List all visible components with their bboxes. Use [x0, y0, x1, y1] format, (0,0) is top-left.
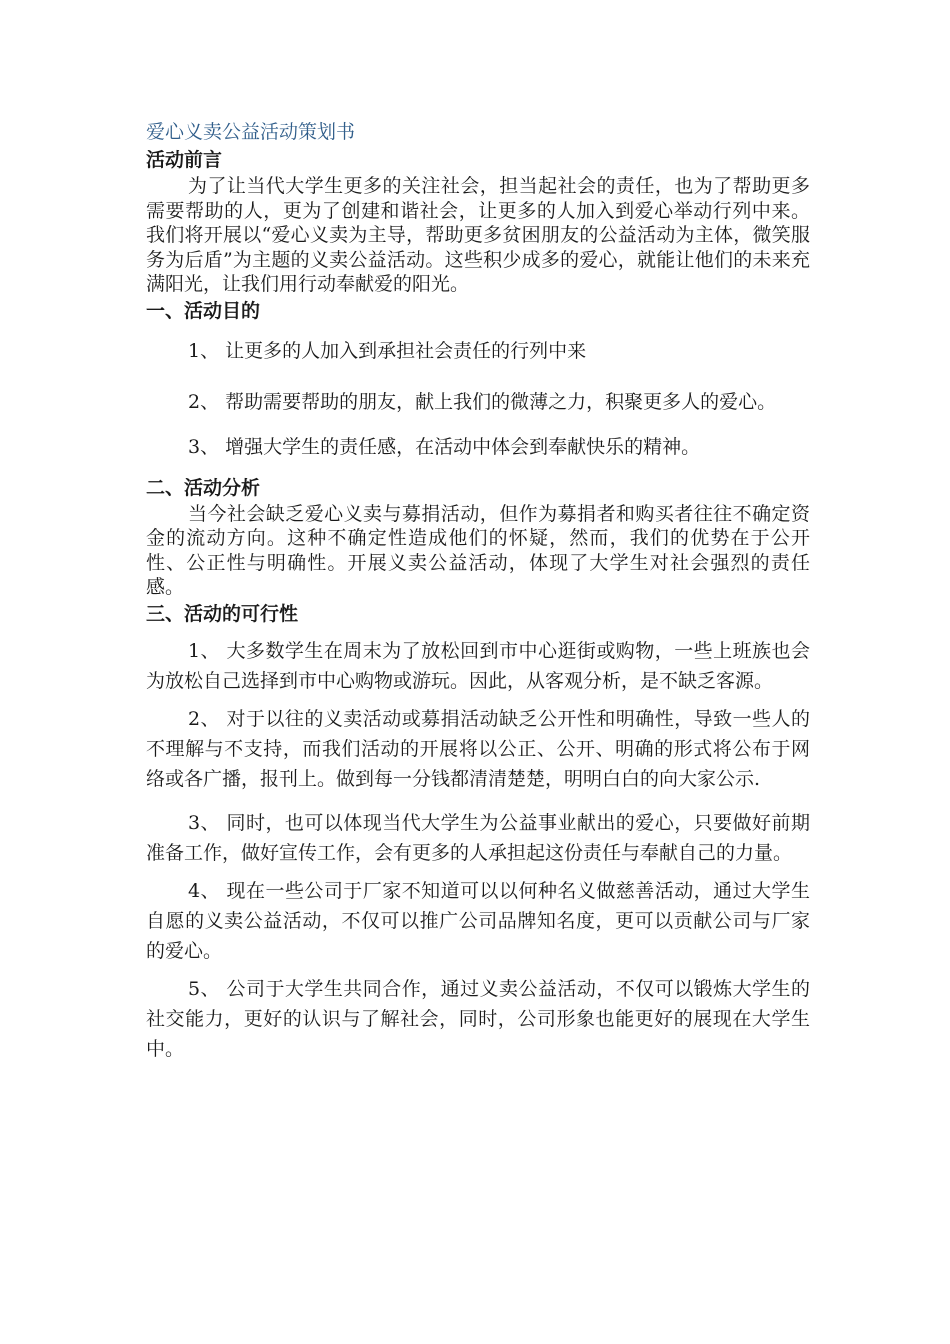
preface-heading: 活动前言: [146, 149, 223, 171]
analysis-paragraph: 当今社会缺乏爱心义卖与募捐活动，但作为募捐者和购买者往往不确定资金的流动方向。这种不确定性造成他们的怀疑，然而，我们的优势在于公开性、公正性与明确性。开展义卖公益活动，体现了大学生对社会强烈的责任感。: [146, 502, 810, 598]
purpose-item-2: 2、 帮助需要帮助的朋友，献上我们的微薄之力，积聚更多人的爱心。: [188, 390, 777, 413]
document-title: 爱心义卖公益活动策划书: [146, 121, 356, 143]
purpose-item-1: 1、 让更多的人加入到承担社会责任的行列中来: [188, 339, 587, 362]
feasibility-item-4: 4、 现在一些公司于厂家不知道可以以何种名义做慈善活动，通过大学生自愿的义卖公益活动，不仅可以推广公司品牌知名度，更可以贡献公司与厂家的爱心。: [146, 879, 810, 962]
feasibility-heading: 三、活动的可行性: [146, 602, 299, 625]
purpose-item-3: 3、 增强大学生的责任感，在活动中体会到奉献快乐的精神。: [188, 435, 701, 458]
analysis-heading: 二、活动分析: [146, 476, 261, 499]
preface-paragraph: 为了让当代大学生更多的关注社会，担当起社会的责任，也为了帮助更多需要帮助的人，更为了创建和谐社会，让更多的人加入到爱心举动行列中来。我们将开展以“爱心义卖为主导，帮助更多贫困朋友的公益活动为主体，微笑服务为后盾”为主题的义卖公益活动。这些积少成多的爱心，就能让他们的未来充满阳光，让我们用行动奉献爱的阳光。: [146, 175, 810, 295]
feasibility-item-1: 1、 大多数学生在周末为了放松回到市中心逛街或购物，一些上班族也会为放松自己选择到市中心购物或游玩。因此，从客观分析，是不缺乏客源。: [146, 639, 810, 692]
feasibility-item-2: 2、 对于以往的义卖活动或募捐活动缺乏公开性和明确性，导致一些人的不理解与不支持，而我们活动的开展将以公正、公开、明确的形式将公布于网络或各广播，报刊上。做到每一分钱都清清楚楚，明明白白的向大家公示.: [146, 707, 810, 790]
purpose-heading: 一、活动目的: [146, 299, 261, 322]
document-page: [146, 118, 810, 1064]
feasibility-item-3: 3、 同时，也可以体现当代大学生为公益事业献出的爱心，只要做好前期准备工作，做好宣传工作，会有更多的人承担起这份责任与奉献自己的力量。: [146, 811, 810, 864]
feasibility-item-5: 5、 公司于大学生共同合作，通过义卖公益活动，不仅可以锻炼大学生的社交能力，更好的认识与了解社会，同时，公司形象也能更好的展现在大学生中。: [146, 977, 810, 1060]
